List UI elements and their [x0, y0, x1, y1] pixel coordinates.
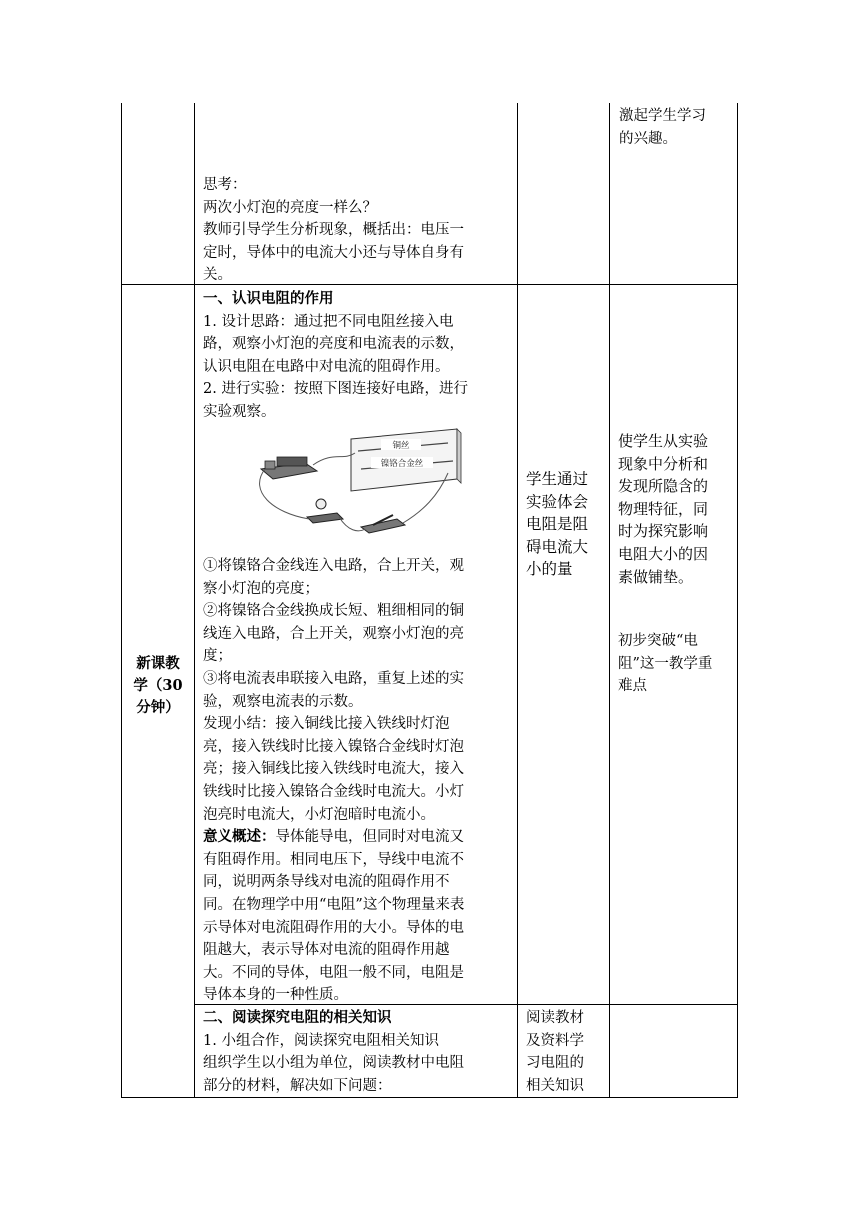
text-line: 铁线时比接入镍铬合金线时电流大。小灯	[203, 783, 464, 800]
text-line: 泡亮时电流大，小灯泡暗时电流小。	[203, 806, 435, 823]
circuit-diagram	[243, 421, 465, 539]
text-line: 路，观察小灯泡的亮度和电流表的示数，	[203, 336, 464, 353]
text-line: 新课教	[136, 655, 180, 672]
text-line: 同。在物理学中用“电阻”这个物理量来表	[203, 896, 465, 913]
meaning-first: 导体能导电，但同时对电流又	[275, 829, 464, 846]
text-line: 的兴趣。	[619, 130, 677, 147]
text-line: 激起学生学习	[619, 108, 706, 124]
text-line: 1. 小组合作，阅读探究电阻相关知识	[203, 1032, 439, 1049]
text-line: 时为探究影响	[618, 522, 709, 541]
row0-intent	[619, 105, 734, 150]
text-line: 难点	[618, 678, 647, 695]
text-line: 阅读教材	[526, 1010, 584, 1026]
text-line: 阻越大，表示导体对电流的阻碍作用越	[203, 942, 450, 959]
text-line: 度；	[203, 648, 232, 665]
text-line: 示导体对电流阻碍作用的大小。导体的电	[203, 919, 464, 936]
text-line: 大。不同的导体，电阻一般不同，电阻是	[203, 964, 464, 981]
text-line: 2. 进行实验：按照下图连接好电路，进行	[203, 381, 468, 398]
text-line: 习电阻的	[526, 1055, 584, 1072]
think-label: 思考：	[203, 177, 247, 193]
text-line: 定时，导体中的电流大小还与导体自身有	[203, 244, 464, 261]
section-heading: 二、阅读探究电阻的相关知识	[203, 1009, 392, 1026]
text-line: 察小灯泡的亮度；	[203, 580, 319, 597]
meaning-label: 意义概述：	[203, 828, 276, 846]
text-line: 实验体会	[526, 492, 589, 511]
board-edge	[457, 429, 461, 483]
table-border-right	[737, 103, 738, 1098]
battery-cell	[277, 457, 307, 466]
text-line: 初步突破“电	[618, 633, 698, 649]
row0-content	[203, 174, 515, 287]
text-line: 关。	[203, 267, 232, 284]
text-line: 阻”这一教学重	[618, 655, 713, 672]
text-line: 组织学生以小组为单位，阅读教材中电阻	[203, 1055, 464, 1072]
text-line: 发现小结：接入铜线比接入铁线时灯泡	[203, 716, 450, 733]
text-line: 学（30	[133, 677, 183, 694]
row2-student	[526, 1007, 608, 1097]
text-line: ①将镍铬合金线连入电路，合上开关，观	[203, 558, 464, 574]
text-line: 电阻是阻	[526, 515, 589, 533]
meaning-line	[203, 826, 515, 849]
text-line: 电阻大小的因	[618, 544, 709, 563]
text-line: 素做铺垫。	[618, 567, 694, 586]
text-line: 相关知识	[526, 1077, 584, 1094]
battery-cap	[265, 461, 275, 469]
wire	[313, 453, 355, 465]
text-line: 线连入电路，合上开关，观察小灯泡的亮	[203, 625, 464, 642]
text-line: 认识电阻在电路中对电流的阻碍作用。	[203, 358, 450, 375]
text-line: 有阻碍作用。相同电压下，导线中电流不	[203, 851, 464, 868]
text-line: ②将镍铬合金线换成长短、粗细相同的铜	[203, 603, 464, 620]
row1-intent	[618, 430, 735, 588]
table-border-left	[121, 103, 122, 1098]
row1-intent-2	[618, 630, 735, 698]
text-line: 分钟）	[136, 699, 180, 716]
label-copper: 铜丝	[392, 441, 410, 451]
row1-content-bottom	[203, 555, 515, 1007]
text-line: 亮，接入铁线时比接入镍铬合金线时灯泡	[203, 738, 464, 755]
row1-student	[526, 468, 608, 581]
text-line: 及资料学	[526, 1032, 584, 1049]
row1-content-top	[203, 288, 515, 424]
text-line: 使学生从实验	[618, 432, 709, 450]
text-line: 同，说明两条导线对电流的阻碍作用不	[203, 874, 450, 891]
text-line: 物理特征，同	[618, 499, 709, 518]
text-line: 验，观察电流表的示数。	[203, 693, 363, 710]
table-divider-1	[194, 103, 195, 1098]
text-line: 1. 设计思路：通过把不同电阻丝接入电	[203, 313, 454, 330]
lesson-table	[121, 103, 738, 1098]
text-line: 教师引导学生分析现象，概括出：电压一	[203, 222, 464, 239]
text-line: 部分的材料，解决如下问题：	[203, 1077, 392, 1094]
text-line: ③将电流表串联接入电路，重复上述的实	[203, 670, 464, 687]
table-divider-3	[609, 103, 610, 1098]
text-line: 学生通过	[526, 470, 589, 488]
text-line: 亮；接入铜线比接入铁线时电流大，接入	[203, 761, 464, 778]
text-line: 碍电流大	[526, 537, 589, 556]
text-line: 实验观察。	[203, 403, 276, 420]
text-line: 现象中分析和	[618, 454, 709, 473]
text-line: 小的量	[526, 560, 573, 578]
label-nichrome: 镍铬合金丝	[380, 459, 424, 469]
table-divider-2	[517, 103, 518, 1098]
text-line: 导体本身的一种性质。	[203, 987, 348, 1004]
stage-label	[123, 653, 193, 719]
bulb-base	[307, 513, 343, 523]
row2-content	[203, 1007, 515, 1097]
text-line: 发现所隐含的	[618, 477, 709, 496]
bulb	[316, 499, 326, 509]
text-line: 两次小灯泡的亮度一样么？	[203, 199, 377, 216]
section-heading: 一、认识电阻的作用	[203, 290, 334, 307]
